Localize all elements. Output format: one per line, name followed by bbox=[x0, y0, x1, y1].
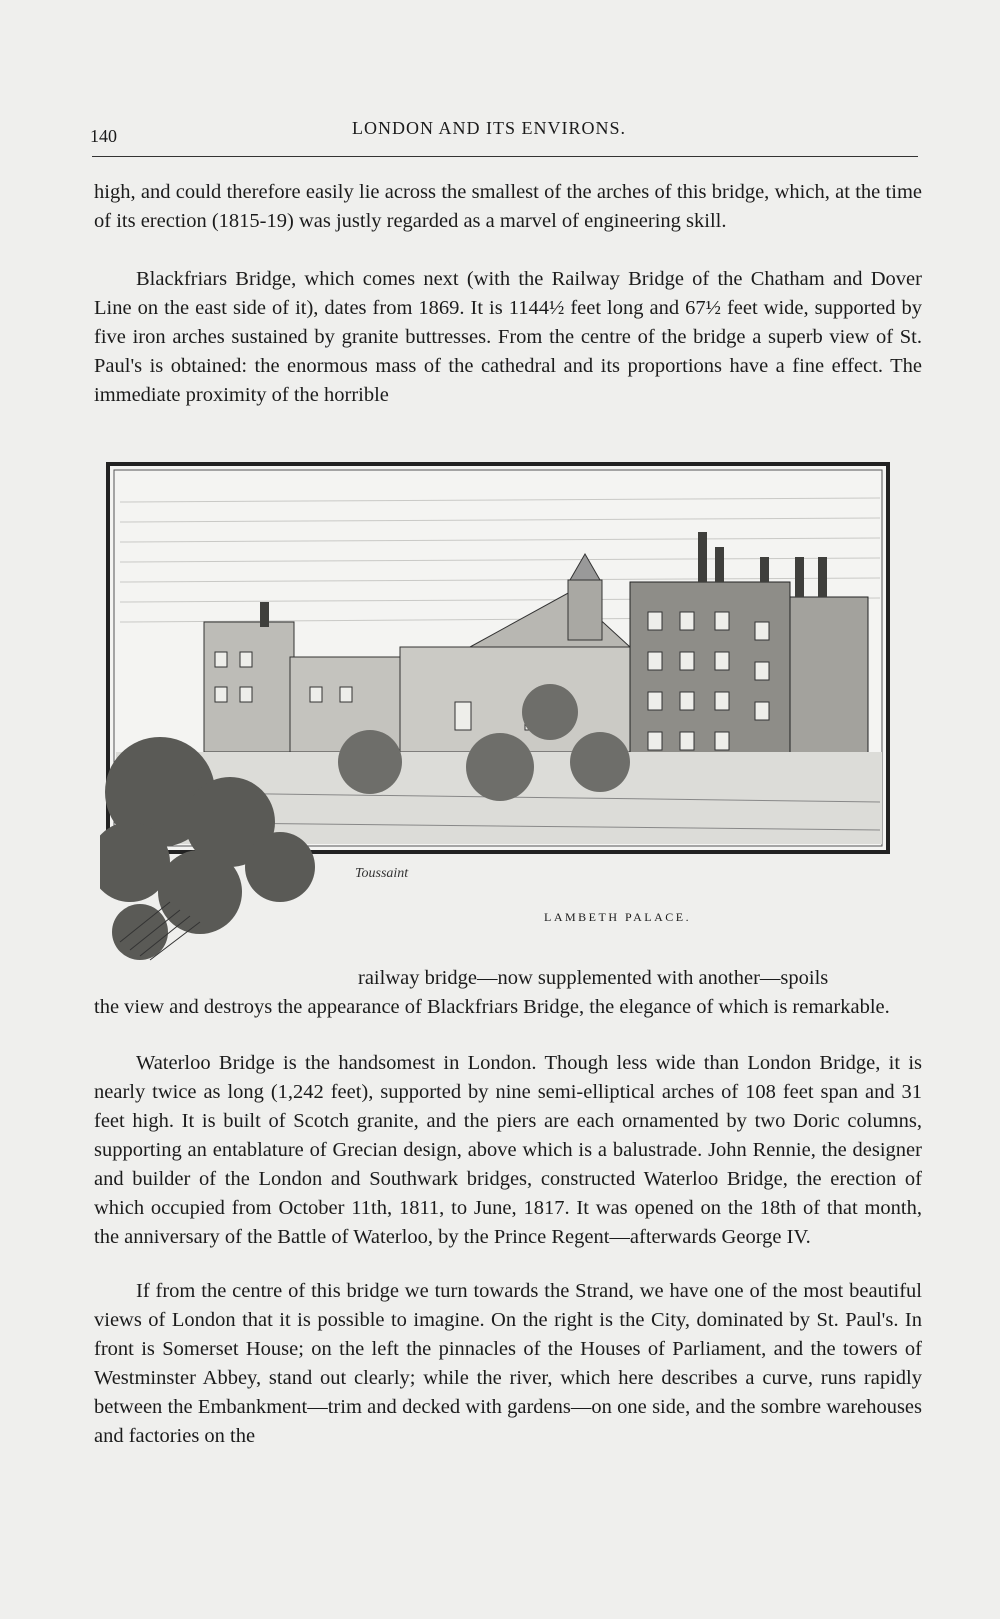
lambeth-palace-illustration bbox=[100, 462, 920, 962]
header-rule bbox=[92, 156, 918, 157]
figure-caption: LAMBETH PALACE. bbox=[544, 910, 692, 924]
paragraph-railway-continued: the view and destroys the appearance of Blackfriars Bridge, the elegance of which is remarkable. bbox=[94, 996, 890, 1018]
paragraph-bridge-intro: high, and could therefore easily lie across the smallest of the arches of this bridge, which, at the time of its erection (1815-19) was justly regarded as a marvel of engineering skill. bbox=[94, 181, 922, 232]
paragraph-blackfriars: Blackfriars Bridge, which comes next (with the Railway Bridge of the Chatham and Dover Line on the east side of it), dates from 1869. It is 1144½ feet long and 67½ feet wide, supported by five iron arches sustained by granite buttresses. From the centre of the bridge a superb view of St. Paul's is obtained: the enormous mass of the cathedral and its proportions have a fine effect. The immediate proximity of the horrible bbox=[94, 268, 922, 406]
paragraph-railway-first-line: railway bridge—now supplemented with another—spoils bbox=[358, 967, 829, 989]
page-number: 140 bbox=[90, 126, 117, 146]
paragraph-strand-view: If from the centre of this bridge we turn towards the Strand, we have one of the most beautiful views of London that it is possible to imagine. On the right is the City, dominated by St. Paul's. In front is Somerset House; on the left the pinnacles of the Houses of Parliament, and the towers of Westminster Abbey, stand out clearly; while the river, which here describes a curve, runs rapidly between the Embankment—trim and decked with gardens—on one side, and the sombre warehouses and factories on the bbox=[94, 1280, 922, 1447]
engraving-image bbox=[100, 462, 920, 962]
running-head bbox=[90, 118, 920, 148]
engraver-signature: Toussaint bbox=[355, 866, 409, 881]
running-title: LONDON AND ITS ENVIRONS. bbox=[352, 118, 626, 138]
paragraph-waterloo: Waterloo Bridge is the handsomest in London. Though less wide than London Bridge, it is nearly twice as long (1,242 feet), supported by nine semi-elliptical arches of 108 feet span and 31 feet high. It is built of Scotch granite, and the piers are each ornamented by two Doric columns, supporting an entablature of Grecian design, above which is a balustrade. John Rennie, the designer and builder of the London and Southwark bridges, constructed Waterloo Bridge, the erection of which occupied from October 11th, 1811, to June, 1817. It was opened on the 18th of that month, the anniversary of the Battle of Waterloo, by the Prince Regent—afterwards George IV. bbox=[94, 1052, 922, 1248]
